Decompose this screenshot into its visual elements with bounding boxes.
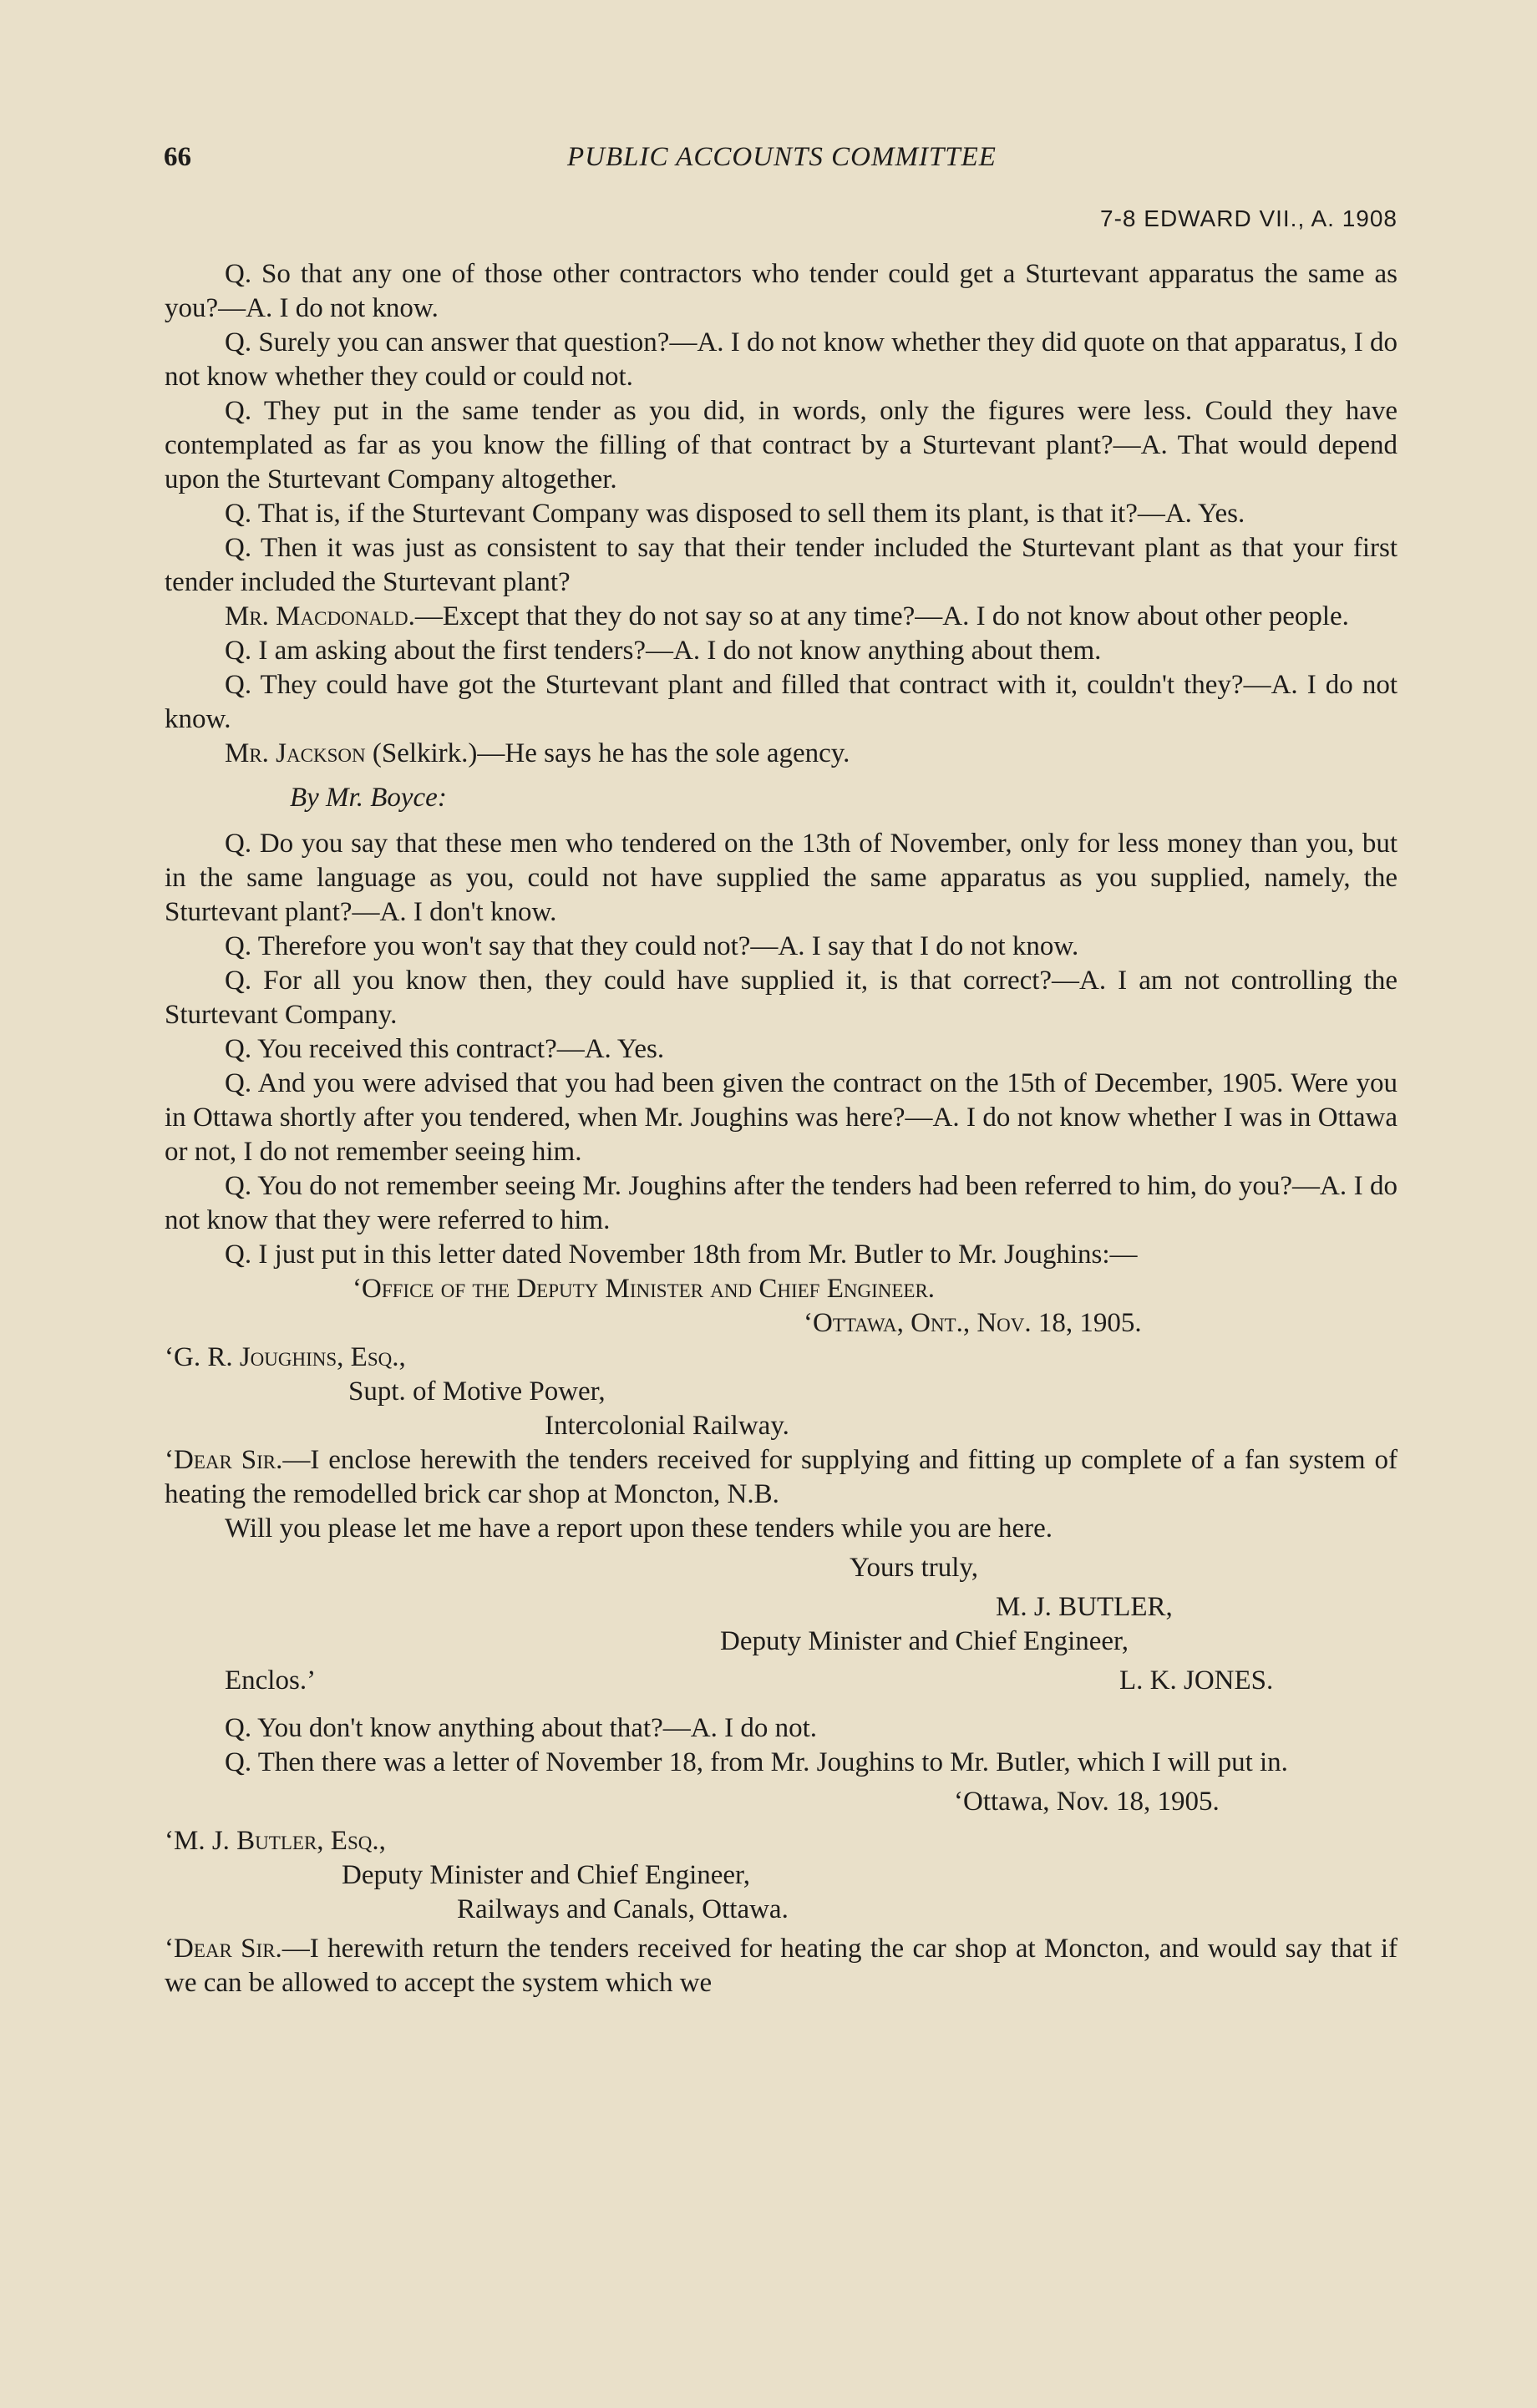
paragraph: Q. They put in the same tender as you did, in words, only the figures were less. Could they have contemplated as far as you know the filling of that contract by a Sturtevant plant?—A. That would depend upon the Sturtevant Company altogether.: [165, 396, 1398, 494]
paragraph: Q. So that any one of those other contractors who tender could get a Sturtevant apparatus the same as you?—A. I do not know.: [165, 259, 1398, 323]
paragraph-text: —Except that they do not say so at any time?—A. I do not know about other people.: [414, 601, 1349, 631]
letter-body-paragraph: [165, 1443, 1398, 1512]
paragraph: Q. Then it was just as consistent to say that their tender included the Sturtevant plant as that your first tender included the Sturtevant plant?: [165, 533, 1398, 597]
paragraph: Q. You received this contract?—A. Yes.: [225, 1034, 665, 1064]
paragraph: [165, 737, 1398, 771]
paragraph: Will you please let me have a report upon these tenders while you are here.: [225, 1513, 1053, 1544]
letter-addressee-name: ‘M. J. Butler, Esq.,: [165, 1826, 386, 1856]
salutation: ‘Dear Sir.: [165, 1445, 283, 1475]
paragraph: Q. That is, if the Sturtevant Company was disposed to sell them its plant, is that it?—A. Yes.: [225, 499, 1245, 529]
paragraph: Q. Do you say that these men who tendered on the 13th of November, only for less money than you, but in the same language as you, could not have supplied the same apparatus as you supplied, namely, the Sturtevant plant?—A. I don't know.: [165, 829, 1398, 927]
speaker-name: Mr. Macdonald.: [225, 601, 415, 631]
paragraph: Q. Surely you can answer that question?—A. I do not know whether they did quote on that apparatus, I do not know whether they could or could not.: [165, 327, 1398, 392]
paragraph: Q. You do not remember seeing Mr. Joughins after the tenders had been referred to him, do you?—A. I do not know that they were referred to him.: [165, 1171, 1398, 1235]
paragraph-text: (Selkirk.)—He says he has the sole agency.: [372, 738, 850, 768]
letter-place-date: ‘Ottawa, Ont., Nov. 18, 1905.: [804, 1308, 1142, 1338]
session-reference: 7-8 EDWARD VII., A. 1908: [1100, 205, 1398, 231]
speaker-name: Mr. Jackson: [225, 738, 366, 768]
paragraph: Q. I just put in this letter dated November 18th from Mr. Butler to Mr. Joughins:—: [225, 1239, 1138, 1270]
paragraph: [165, 600, 1398, 634]
letter-closing: Yours truly,: [850, 1553, 979, 1583]
letter-addressee-title: Supt. of Motive Power,: [348, 1376, 606, 1407]
paragraph: Q. Then there was a letter of November 18, from Mr. Joughins to Mr. Butler, which I will put in.: [225, 1747, 1288, 1777]
letter-body-paragraph: [165, 1932, 1398, 2000]
paragraph-text: —I enclose herewith the tenders received for supplying and fitting up complete of a fan system of heating the remodelled brick car shop at Moncton, N.B.: [165, 1445, 1398, 1509]
letter-footer-line: [165, 1664, 1398, 1698]
letter-signer: M. J. BUTLER,: [996, 1592, 1173, 1622]
examiner-byline: By Mr. Boyce:: [290, 783, 447, 813]
paragraph: Q. They could have got the Sturtevant plant and filled that contract with it, couldn't they?—A. I do not know.: [165, 670, 1398, 734]
page-number: 66: [164, 142, 191, 172]
letter-enclosure: Enclos.’: [225, 1665, 317, 1696]
paragraph: Q. You don't know anything about that?—A. I do not.: [225, 1713, 818, 1743]
letter-addressee-org: Intercolonial Railway.: [545, 1411, 789, 1441]
paragraph: Q. I am asking about the first tenders?—A. I do not know anything about them.: [225, 636, 1102, 666]
paragraph: Q. Therefore you won't say that they could not?—A. I say that I do not know.: [225, 931, 1079, 961]
body-text: [165, 257, 1398, 2000]
running-title: PUBLIC ACCOUNTS COMMITTEE: [567, 142, 997, 172]
paragraph: Q. For all you know then, they could have supplied it, is that correct?—A. I am not controlling the Sturtevant Company.: [165, 966, 1398, 1030]
paragraph-text: —I herewith return the tenders received for heating the car shop at Moncton, and would say that if we can be allowed to accept the system which we: [165, 1934, 1398, 1998]
letter-addressee-org: Railways and Canals, Ottawa.: [457, 1894, 789, 1924]
paragraph: Q. And you were advised that you had been given the contract on the 15th of December, 1905. Were you in Ottawa shortly after you tendered, when Mr. Joughins was here?—A. I do not know whether I was in Ottawa or not, I do not remember seeing him.: [165, 1068, 1398, 1167]
salutation: ‘Dear Sir.: [165, 1934, 282, 1964]
letter-addressee-title: Deputy Minister and Chief Engineer,: [342, 1860, 750, 1890]
letter-office-line: ‘Office of the Deputy Minister and Chief Engineer.: [353, 1274, 936, 1304]
letter-signer-title: Deputy Minister and Chief Engineer,: [720, 1626, 1129, 1656]
letter-addressee-name: ‘G. R. Joughins, Esq.,: [165, 1342, 406, 1372]
page-header: [164, 142, 1400, 184]
letter-place-date: ‘Ottawa, Nov. 18, 1905.: [954, 1787, 1220, 1817]
letter-initials: L. K. JONES.: [1119, 1665, 1274, 1696]
